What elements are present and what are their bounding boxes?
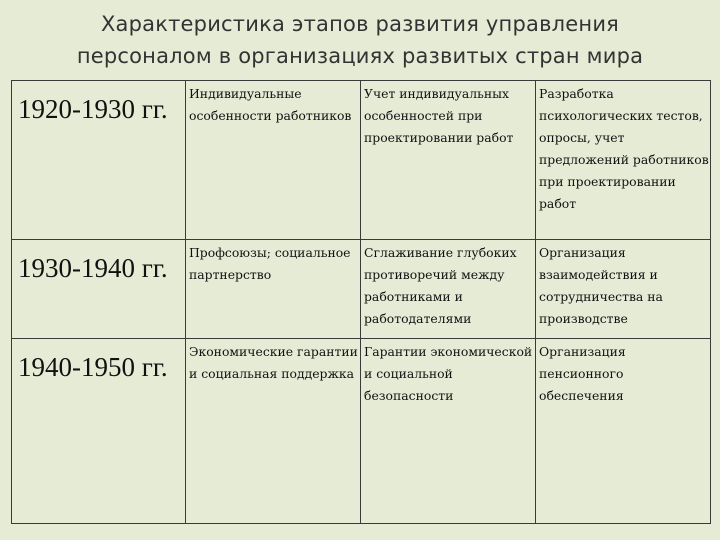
- approach-cell: Гарантии экономической и социальной безопасности: [361, 339, 536, 524]
- table-row: [12, 339, 711, 524]
- slide-title-line-1: Характеристика этапов развития управления: [100, 12, 620, 36]
- characteristic-cell: Индивидуальные особенности работников: [186, 81, 361, 240]
- period-cell: 1940-1950 гг.: [12, 339, 186, 524]
- characteristic-cell: Экономические гарантии и социальная поддержка: [186, 339, 361, 524]
- approach-cell: Учет индивидуальных особенностей при проектировании работ: [361, 81, 536, 240]
- period-cell: 1920-1930 гг.: [12, 81, 186, 240]
- approach-cell: Сглаживание глубоких противоречий между работниками и работодателями: [361, 240, 536, 339]
- practice-cell: Организация взаимодействия и сотрудничества на производстве: [536, 240, 711, 339]
- period-cell: 1930-1940 гг.: [12, 240, 186, 339]
- stages-table: [11, 80, 711, 524]
- slide-title: [0, 8, 720, 72]
- table-row: [12, 240, 711, 339]
- practice-cell: Организация пенсионного обеспечения: [536, 339, 711, 524]
- table-row: [12, 81, 711, 240]
- characteristic-cell: Профсоюзы; социальное партнерство: [186, 240, 361, 339]
- practice-cell: Разработка психологических тестов, опросы, учет предложений работников при проектировании работ: [536, 81, 711, 240]
- slide-title-line-2: персоналом в организациях развитых стран мира: [76, 44, 644, 68]
